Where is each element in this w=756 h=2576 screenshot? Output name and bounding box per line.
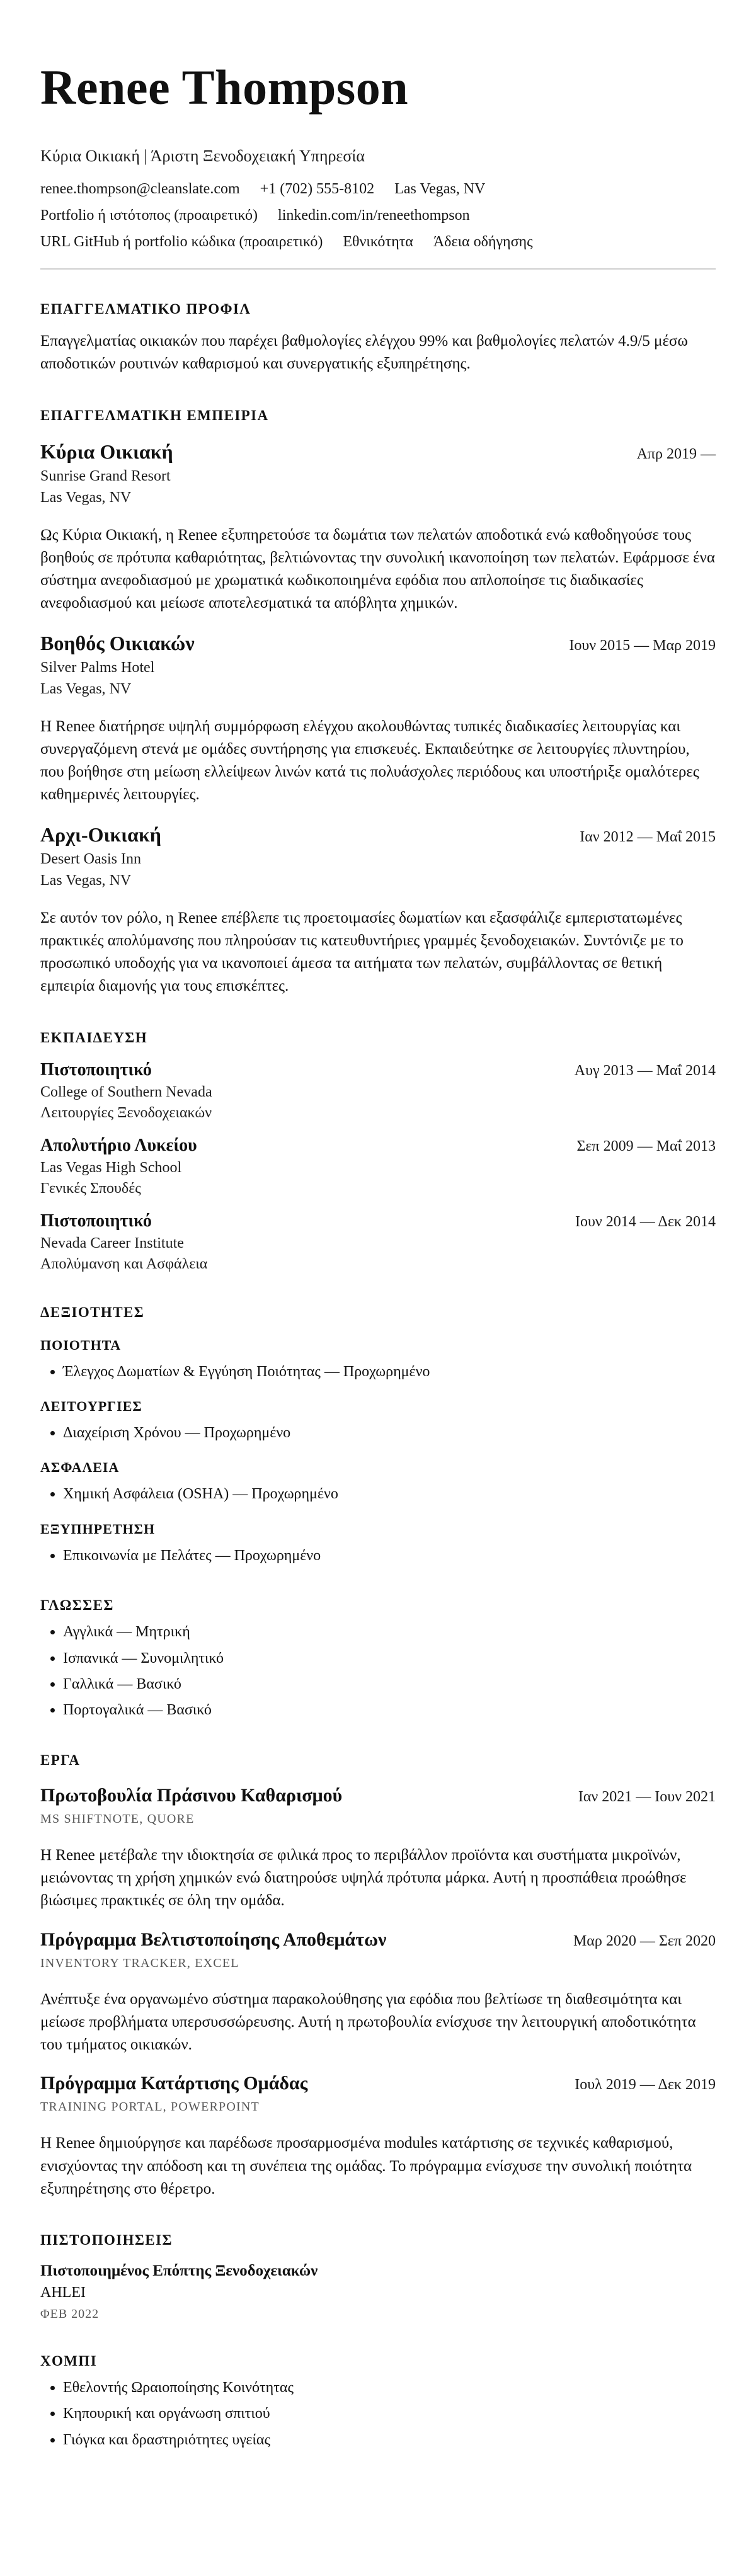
school-name: Nevada Career Institute	[40, 1234, 184, 1251]
language-item: • Γαλλικά — Βασικό	[63, 1674, 716, 1694]
job-description: Σε αυτόν τον ρόλο, η Renee επέβλεπε τις προετοιμασίες δωματίων και εξασφάλιζε εμπεριστατωμένες πρακτικές απολύμανσης που πληρούσαν τις κατευθυντήριες γραμμές ξενοδοχειακών. Συντόνιζε με το προσωπικό υποδοχής για να ικανοποιεί άμεσα τα αιτήματα των πελατών, συμβάλλοντας σε θετική εμπειρία διαμονής για τους επισκέπτες.	[40, 909, 684, 995]
contact-email[interactable]: renee.thompson@cleanslate.com	[40, 181, 240, 198]
project-title: Πρόγραμμα Βελτιστοποίησης Αποθεμάτων	[40, 1929, 387, 1950]
project-tools: MS SHIFTNOTE, QUORE	[40, 1811, 195, 1826]
skills-category-name: ΑΣΦΑΛΕΙΑ	[40, 1459, 120, 1476]
section-projects	[40, 1752, 716, 2201]
skills-category-name: ΛΕΙΤΟΥΡΓΙΕΣ	[40, 1398, 142, 1415]
project-tools: INVENTORY TRACKER, EXCEL	[40, 1956, 239, 1970]
certification-issuer: AHLEI	[40, 2284, 86, 2301]
contact-portfolio-placeholder: Portfolio ή ιστότοπος (προαιρετικό)	[40, 207, 258, 224]
field-of-study: Λειτουργίες Ξενοδοχειακών	[40, 1104, 212, 1121]
job-title: Αρχι-Οικιακή	[40, 823, 161, 846]
job-location: Las Vegas, NV	[40, 489, 132, 506]
job-title: Βοηθός Οικιακών	[40, 631, 195, 654]
school-name: College of Southern Nevada	[40, 1083, 212, 1100]
experience-entry	[40, 440, 716, 615]
skill-item: • Έλεγχος Δωματίων & Εγγύηση Ποιότητας — Προχωρημένο	[63, 1362, 716, 1382]
project-description: Η Renee δημιούργησε και παρέδωσε προσαρμοσμένα modules κατάρτισης σε τεχνικές καθαρισμού, ενισχύοντας την απόδοση και τη συνέπεια της ομάδας. Το πρόγραμμα ενίσχυσε την συνολική ποιότητα εξυπηρέτησης στο θέρετρο.	[40, 2134, 692, 2197]
project-title: Πρωτοβουλία Πράσινου Καθαρισμού	[40, 1784, 343, 1806]
section-hobbies	[40, 2353, 716, 2450]
education-dates: Σεπ 2009 — Μαΐ 2013	[576, 1137, 716, 1154]
language-item: • Πορτογαλικά — Βασικό	[63, 1700, 716, 1720]
contact-row	[40, 234, 716, 251]
skills-category-name: ΠΟΙΟΤΗΤΑ	[40, 1336, 122, 1353]
project-dates: Μαρ 2020 — Σεπ 2020	[573, 1932, 716, 1949]
hobby-item: • Εθελοντής Ωραιοποίησης Κοινότητας	[63, 2378, 716, 2398]
contact-row	[40, 207, 716, 224]
job-company: Sunrise Grand Resort	[40, 467, 171, 484]
project-description: Η Renee μετέβαλε την ιδιοκτησία σε φιλικά προς το περιβάλλον προϊόντα και συστήματα μικροϊνών, μειώνοντας τη χρήση χημικών ενώ διατηρούσε υψηλά πρότυπα μάρκα. Αυτή η προσπάθεια προώθησε βιώσιμες πρακτικές σε όλη την ομάδα.	[40, 1846, 687, 1910]
entry-head	[40, 2073, 716, 2094]
education-entry	[40, 1211, 716, 1273]
skills-category-name: ΕΞΥΠΗΡΕΤΗΣΗ	[40, 1520, 156, 1537]
section-skills	[40, 1304, 716, 1566]
skills-list	[40, 1362, 716, 1382]
contact-block	[40, 181, 716, 251]
section-heading-certifications: ΠΙΣΤΟΠΟΙΗΣΕΙΣ	[40, 2232, 173, 2248]
project-dates: Ιουλ 2019 — Δεκ 2019	[575, 2077, 716, 2094]
candidate-name: Renee Thompson	[40, 60, 409, 115]
section-heading-skills: ΔΕΞΙΟΤΗΤΕΣ	[40, 1304, 145, 1320]
job-description: Ως Κύρια Οικιακή, η Renee εξυπηρετούσε τα δωμάτια των πελατών αποδοτικά ενώ καθοδηγούσε τους βοηθούς σε πρότυπα καθαριότητας, βελτιώνοντας την συνολική ικανοποίηση των πελατών. Εφάρμοσε ένα σύστημα ανεφοδιασμού με χρωματικά κωδικοποιημένα εφόδια που απλοποίησε τις διαδικασίες ανεφοδιασμού και μείωσε αποτελεσματικά τα απόβλητα χημικών.	[40, 526, 715, 612]
contact-nationality: Εθνικότητα	[343, 234, 413, 251]
certification-date: ΦΕΒ 2022	[40, 2307, 100, 2322]
job-company: Desert Oasis Inn	[40, 850, 141, 867]
profile-summary: Επαγγελματίας οικιακών που παρέχει βαθμολογίες ελέγχου 99% και βαθμολογίες πελατών 4.9/5 μέσω αποδοτικών ρουτινών καθαρισμού και συνεργατικής εξυπηρέτησης.	[40, 333, 688, 373]
education-entry	[40, 1136, 716, 1197]
field-of-study: Απολύμανση και Ασφάλεια	[40, 1255, 208, 1272]
degree-title: Απολυτήριο Λυκείου	[40, 1135, 197, 1155]
experience-entry	[40, 632, 716, 807]
hobbies-list	[40, 2378, 716, 2450]
school-name: Las Vegas High School	[40, 1159, 182, 1176]
contact-driving-license: Άδεια οδήγησης	[433, 234, 533, 251]
education-dates: Ιουν 2014 — Δεκ 2014	[575, 1213, 716, 1230]
entry-head	[40, 1136, 716, 1156]
project-description: Ανέπτυξε ένα οργανωμένο σύστημα παρακολούθησης για εφόδια που βελτίωσε τη διαθεσιμότητα και μείωσε προβλήματα υπερσυσσώρευσης. Αυτή η πρωτοβουλία ενίσχυσε την λειτουργική αποδοτικότητα του τμήματος οικιακών.	[40, 1990, 696, 2054]
language-item: • Αγγλικά — Μητρική	[63, 1622, 716, 1642]
job-location: Las Vegas, NV	[40, 680, 132, 697]
language-item: • Ισπανικά — Συνομιλητικό	[63, 1648, 716, 1668]
skills-category	[40, 1459, 716, 1504]
job-dates: Απρ 2019 —	[636, 445, 716, 462]
project-dates: Ιαν 2021 — Ιουν 2021	[578, 1788, 716, 1805]
job-location: Las Vegas, NV	[40, 872, 132, 889]
skill-item: • Επικοινωνία με Πελάτες — Προχωρημένο	[63, 1546, 716, 1566]
section-heading-projects: ΕΡΓΑ	[40, 1752, 81, 1768]
education-dates: Αυγ 2013 — Μαΐ 2014	[574, 1062, 716, 1079]
job-title: Κύρια Οικιακή	[40, 440, 173, 463]
section-heading-profile: ΕΠΑΓΓΕΛΜΑΤΙΚΟ ΠΡΟΦΙΛ	[40, 301, 251, 317]
skills-category	[40, 1398, 716, 1443]
skill-item: • Χημική Ασφάλεια (OSHA) — Προχωρημένο	[63, 1484, 716, 1504]
section-profile	[40, 301, 716, 376]
skills-list	[40, 1423, 716, 1443]
resume-header	[40, 62, 716, 270]
certification-entry	[40, 2262, 716, 2322]
entry-head	[40, 632, 716, 655]
section-languages	[40, 1597, 716, 1721]
skills-list	[40, 1484, 716, 1504]
project-entry	[40, 1785, 716, 1913]
header-divider	[40, 268, 716, 270]
entry-head	[40, 1211, 716, 1231]
section-heading-education: ΕΚΠΑΙΔΕΥΣΗ	[40, 1029, 147, 1046]
entry-head	[40, 1929, 716, 1951]
entry-head	[40, 1060, 716, 1080]
skills-category	[40, 1521, 716, 1566]
skills-category	[40, 1337, 716, 1382]
section-experience	[40, 407, 716, 998]
job-dates: Ιουν 2015 — Μαρ 2019	[569, 637, 716, 654]
section-heading-hobbies: ΧΟΜΠΙ	[40, 2353, 98, 2369]
languages-list	[40, 1622, 716, 1721]
experience-entry	[40, 823, 716, 998]
entry-head	[40, 440, 716, 464]
degree-title: Πιστοποιητικό	[40, 1059, 152, 1080]
job-company: Silver Palms Hotel	[40, 659, 155, 676]
field-of-study: Γενικές Σπουδές	[40, 1180, 141, 1197]
contact-row	[40, 181, 716, 198]
contact-github-placeholder: URL GitHub ή portfolio κώδικα (προαιρετικό)	[40, 234, 323, 251]
entry-head	[40, 1785, 716, 1806]
certification-title: Πιστοποιημένος Επόπτης Ξενοδοχειακών	[40, 2262, 318, 2280]
project-tools: TRAINING PORTAL, POWERPOINT	[40, 2100, 260, 2114]
entry-head	[40, 823, 716, 846]
project-title: Πρόγραμμα Κατάρτισης Ομάδας	[40, 2073, 308, 2094]
section-heading-languages: ΓΛΩΣΣΕΣ	[40, 1597, 114, 1614]
candidate-tagline: Κύρια Οικιακή | Άριστη Ξενοδοχειακή Υπηρεσία	[40, 147, 365, 166]
section-heading-experience: ΕΠΑΓΓΕΛΜΑΤΙΚΗ ΕΜΠΕΙΡΙΑ	[40, 407, 269, 423]
contact-linkedin[interactable]: linkedin.com/in/reneethompson	[278, 207, 470, 224]
project-entry	[40, 2073, 716, 2201]
contact-phone: +1 (702) 555-8102	[260, 181, 375, 198]
education-entry	[40, 1060, 716, 1122]
project-entry	[40, 1929, 716, 2057]
skills-list	[40, 1546, 716, 1566]
hobby-item: • Κηπουρική και οργάνωση σπιτιού	[63, 2403, 716, 2424]
job-dates: Ιαν 2012 — Μαΐ 2015	[580, 828, 716, 845]
hobby-item: • Γιόγκα και δραστηριότητες υγείας	[63, 2430, 716, 2450]
section-education	[40, 1030, 716, 1273]
contact-location: Las Vegas, NV	[394, 181, 486, 198]
section-certifications	[40, 2232, 716, 2322]
job-description: Η Renee διατήρησε υψηλή συμμόρφωση ελέγχου ακολουθώντας τυπικές διαδικασίες λειτουργίας και συνεργαζόμενη στενά με ομάδες συντήρησης για επισκευές. Εκπαιδεύτηκε σε λειτουργίες πλυντηρίου, που βοήθησε στη μείωση ελλείψεων λινών κατά τις πολυάσχολες περιόδους και υποστήριξε ομαλότερες καθημερινές λειτουργίες.	[40, 717, 699, 804]
degree-title: Πιστοποιητικό	[40, 1211, 152, 1231]
skill-item: • Διαχείριση Χρόνου — Προχωρημένο	[63, 1423, 716, 1443]
